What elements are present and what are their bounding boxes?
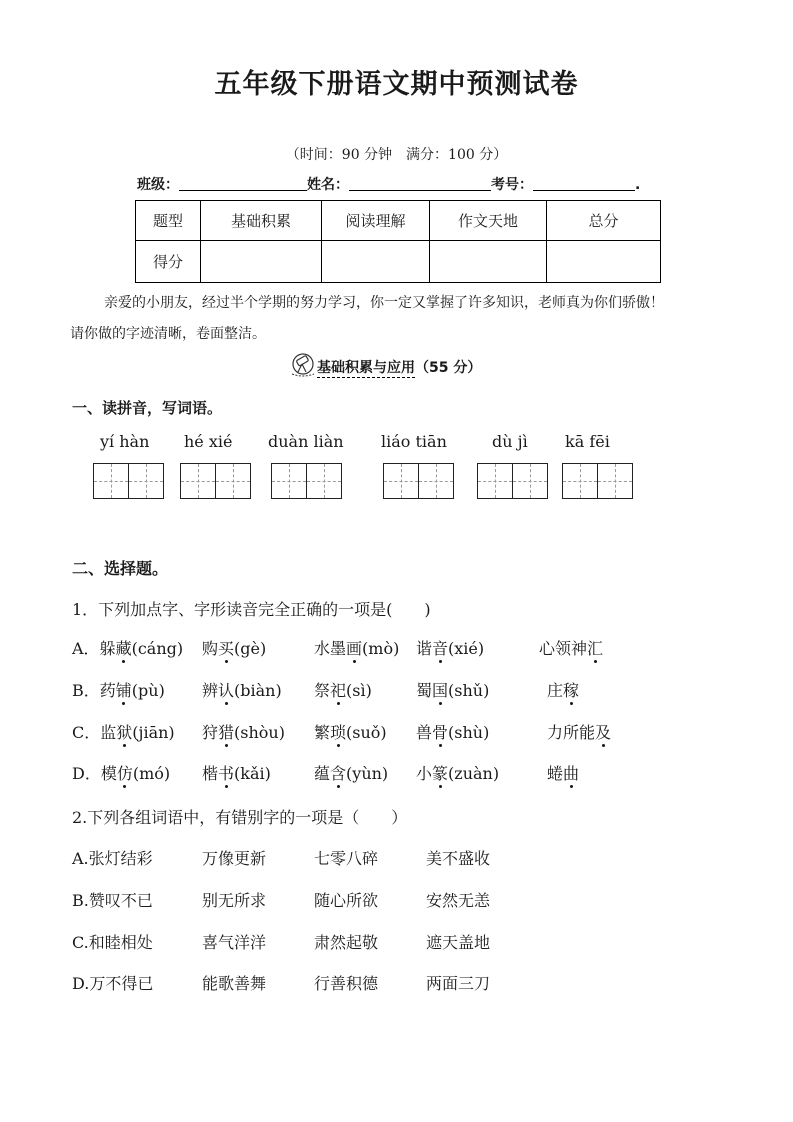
option-a-word-2 [202,636,266,659]
grid-cell[interactable] [478,464,512,498]
option-d-word-4 [416,761,499,784]
word-text: 蜀 [416,681,433,700]
emphasis-character: 仿 [116,764,133,783]
emphasis-character: 狱 [116,723,133,742]
word-text: 蜷 [547,764,564,783]
option-d-word-3 [314,761,388,784]
grid-cell[interactable] [94,464,128,498]
emphasis-character: 祀 [330,681,347,700]
word-text: 狩 [202,723,219,742]
option-b-word-1 [72,678,165,701]
option-b-word-4 [416,678,489,701]
option-c-word-3: 肃然起敬 [314,933,379,952]
grid-cell[interactable] [272,464,306,498]
q2-sub1-stem: 1．下列加点字、字形读音完全正确的一项是( ) [72,600,431,619]
option-a-word-3 [314,636,399,659]
reading-text: (pù) [131,681,165,700]
option-c-word-2 [202,720,285,743]
option-a-word-4: 美不盛收 [426,849,491,868]
option-a-word-3: 七零八碎 [314,849,379,868]
score-cell-writing[interactable] [430,241,547,283]
q2-sub2-stem: 2.下列各组词语中，有错别字的一项是（ ） [72,808,408,827]
option-b-word-1: B.赞叹不已 [72,891,153,910]
option-c-word-1 [72,720,175,743]
word-text: 祭 [314,681,331,700]
option-b-word-5 [547,678,579,701]
word-text: A．躲 [72,639,116,658]
pinyin-4: liáo tiān [381,432,447,451]
option-d-word-2 [202,761,271,784]
option-b-word-4: 安然无恙 [426,891,491,910]
reading-text: (shòu) [234,723,285,742]
emphasis-character: 篆 [432,764,449,783]
emphasis-character: 国 [432,681,449,700]
score-header-total: 总分 [547,201,661,241]
writing-grid-4[interactable] [383,463,454,499]
score-cell-basic[interactable] [201,241,322,283]
pinyin-2: hé xié [184,432,233,451]
writing-grid-2[interactable] [180,463,251,499]
pinyin-6: kā fēi [565,432,610,451]
reading-text: (sì) [346,681,372,700]
reading-text: (mò) [362,639,400,658]
reading-text: (kǎi) [234,764,271,783]
score-header-type: 题型 [136,201,201,241]
exam-no-blank[interactable] [533,176,635,191]
reading-text: (suǒ) [346,723,387,742]
option-b-word-2 [202,678,282,701]
q1-heading: 一、读拼音，写词语。 [72,399,223,417]
option-a-word-4 [416,636,484,659]
writing-grid-6[interactable] [562,463,633,499]
word-text: 辨 [202,681,219,700]
name-blank[interactable] [349,176,491,191]
word-text: 购 [202,639,219,658]
emphasis-character: 书 [218,764,235,783]
option-a-word-1 [72,636,183,659]
word-text: 水墨 [314,639,347,658]
page-title: 五年级下册语文期中预测试卷 [214,69,579,100]
word-text: 小 [416,764,433,783]
emphasis-character: 汇 [587,639,604,658]
word-text: D．模 [72,764,117,783]
reading-text: (biàn) [234,681,282,700]
grid-cell[interactable] [384,464,418,498]
option-b-word-3 [314,678,372,701]
grid-cell[interactable] [306,464,341,498]
option-c-word-2: 喜气洋洋 [202,933,267,952]
intro-line-2: 请你做的字迹清晰，卷面整洁。 [70,326,266,342]
emphasis-character: 骨 [432,723,449,742]
class-blank[interactable] [179,176,307,191]
reading-text: (yùn) [346,764,389,783]
emphasis-character: 认 [218,681,235,700]
writing-grid-1[interactable] [93,463,164,499]
reading-text: (shǔ) [448,681,490,700]
grid-cell[interactable] [128,464,163,498]
word-text: 谐 [416,639,433,658]
score-row-label: 得分 [136,241,201,283]
option-d-word-1 [72,761,170,784]
word-text: 蕴 [314,764,331,783]
emphasis-character: 藏 [115,639,132,658]
telescope-icon [289,352,317,378]
exam-no-label: 考号： [491,177,533,193]
option-a-word-5 [539,636,603,659]
reading-text: (gè) [234,639,267,658]
section-banner [289,352,481,378]
pinyin-5: dù jì [492,432,528,451]
reading-text: (xié) [448,639,485,658]
score-header-basic: 基础积累 [201,201,322,241]
name-label: 姓名： [307,177,349,193]
word-text: 兽 [416,723,433,742]
emphasis-character: 买 [218,639,235,658]
option-c-word-1: C.和睦相处 [72,933,153,952]
writing-grid-3[interactable] [271,463,342,499]
word-text: 庄 [547,681,564,700]
emphasis-character: 曲 [563,764,580,783]
word-text: 力所能 [547,723,596,742]
section-points: （55 分） [415,360,482,376]
emphasis-character: 猎 [218,723,235,742]
reading-text: (jiān) [132,723,175,742]
score-cell-total[interactable] [547,241,661,283]
writing-grid-5[interactable] [477,463,548,499]
option-d-word-1: D.万不得已 [72,974,154,993]
grid-cell[interactable] [597,464,632,498]
score-cell-reading[interactable] [322,241,430,283]
info-end-mark: . [635,177,641,193]
reading-text: (cáng) [131,639,184,658]
option-c-word-3 [314,720,387,743]
emphasis-character: 画 [346,639,363,658]
emphasis-character: 音 [432,639,449,658]
pinyin-1: yí hàn [100,432,150,451]
grid-cell[interactable] [563,464,597,498]
word-text: 心领神 [539,639,588,658]
grid-cell[interactable] [512,464,547,498]
option-c-word-4: 遮天盖地 [426,933,491,952]
score-table [135,200,661,283]
word-text: 楷 [202,764,219,783]
word-text: 繁 [314,723,331,742]
grid-cell[interactable] [418,464,453,498]
word-text: C．监 [72,723,117,742]
option-a-word-1: A.张灯结彩 [72,849,153,868]
section-label: 基础积累与应用 [317,360,415,376]
option-d-word-4: 两面三刀 [426,974,491,993]
intro-line-1: 亲爱的小朋友，经过半个学期的努力学习，你一定又掌握了许多知识，老师真为你们骄傲！ [104,295,664,311]
score-header-writing: 作文天地 [430,201,547,241]
pinyin-3: duàn liàn [268,432,344,451]
emphasis-character: 及 [595,723,612,742]
option-d-word-2: 能歌善舞 [202,974,267,993]
exam-time-info: （时间：90 分钟 满分：100 分） [285,147,508,163]
option-c-word-5 [547,720,611,743]
class-label: 班级： [137,177,179,193]
option-d-word-5 [547,761,579,784]
option-a-word-2: 万像更新 [202,849,267,868]
reading-text: (zuàn) [448,764,500,783]
score-header-reading: 阅读理解 [322,201,430,241]
option-b-word-3: 随心所欲 [314,891,379,910]
reading-text: (shù) [448,723,490,742]
grid-cell[interactable] [215,464,250,498]
option-b-word-2: 别无所求 [202,891,267,910]
word-text: B．药 [72,681,116,700]
option-c-word-4 [416,720,489,743]
emphasis-character: 含 [330,764,347,783]
emphasis-character: 稼 [563,681,580,700]
emphasis-character: 琐 [330,723,347,742]
option-d-word-3: 行善积德 [314,974,379,993]
student-info-line [137,174,640,194]
q2-heading: 二、选择题。 [72,559,169,578]
reading-text: (mó) [132,764,171,783]
grid-cell[interactable] [181,464,215,498]
emphasis-character: 铺 [115,681,132,700]
